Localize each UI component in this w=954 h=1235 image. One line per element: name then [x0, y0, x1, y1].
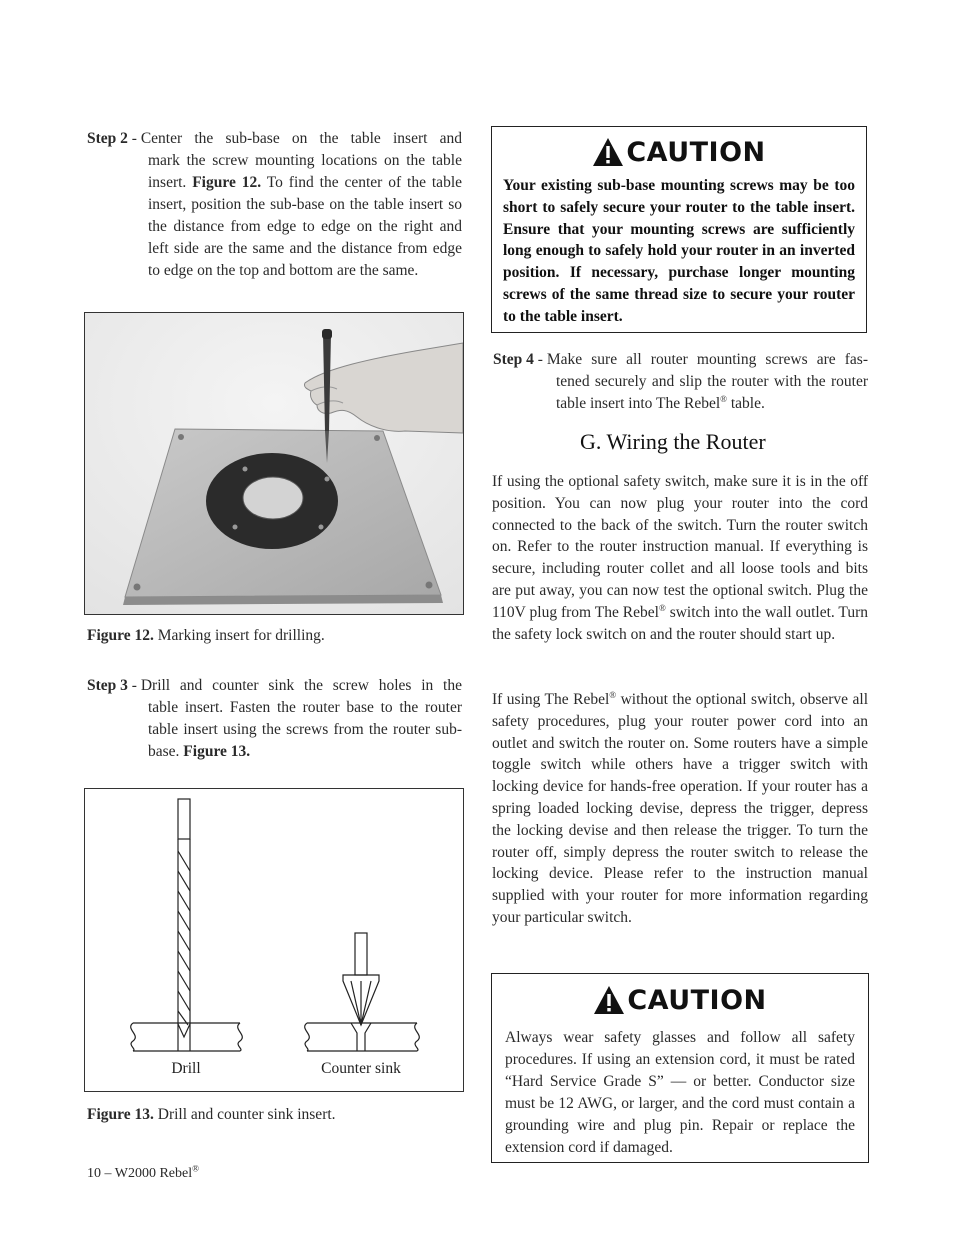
step-4-registered-mark: ® — [720, 393, 727, 404]
figure-12-caption-label: Figure 12. — [87, 627, 154, 644]
step-2-figure-ref: Figure 12. — [192, 174, 262, 191]
figure-12-photo — [84, 312, 464, 615]
step-3-text-a: table insert. Fasten the router base to the router table insert using the screws from the router sub-base. — [148, 699, 462, 760]
step-2-first-line: Center the sub-base on the table insert and — [140, 130, 462, 147]
step-2-label: Step 2 — [87, 130, 128, 147]
step-3-body — [148, 697, 462, 763]
caution-box-extension-cord — [491, 973, 869, 1163]
drill-bit-drawing — [178, 799, 190, 1037]
page-footer — [87, 1163, 199, 1182]
step-2-text-a: mark the screw mounting locations on the table insert. — [148, 152, 462, 191]
countersink-label: Counter sink — [321, 1060, 401, 1077]
footer-registered-mark: ® — [192, 1163, 199, 1174]
step-4 — [493, 349, 868, 415]
step-4-dash: - — [533, 351, 547, 368]
step-4-body — [556, 371, 868, 415]
figure-13-caption-text: Drill and counter sink insert. — [153, 1106, 336, 1123]
figure-12-caption-text: Marking insert for drilling. — [153, 627, 325, 644]
paragraph-1-text-a: If using the optional safety switch, make sure it is in the off position. You can now plug your router into the cord connected to the back of the switch. Turn the router switch on. Refer to the router instruction manual. If everything is secure, including router collet and all loose tools and bits are put away, you can now test the optional switch. Plug the 110V plug from The Rebel — [492, 473, 868, 621]
section-heading: G. Wiring the Router — [580, 429, 766, 454]
paragraph-2-registered-mark: ® — [609, 689, 617, 700]
drill-label: Drill — [171, 1060, 201, 1077]
step-4-first-line: Make sure all router mounting screws are fas- — [546, 351, 868, 368]
caution-box-screws — [491, 126, 867, 333]
router-insert-marking-illustration — [85, 313, 463, 614]
step-4-label: Step 4 — [493, 351, 534, 368]
paragraph-safety-switch — [492, 471, 868, 645]
paragraph-1-text-b: switch into the wall outlet. Turn the safety lock switch on and the router should start up. — [492, 603, 868, 643]
step-3-figure-ref: Figure 13. — [183, 743, 251, 760]
footer-text: 10 – W2000 Rebel — [87, 1166, 193, 1181]
countersink-bit-drawing — [343, 933, 379, 1025]
step-4-text-a: tened securely and slip the router with the router table insert into The Rebel — [556, 373, 868, 412]
step-3-first-line: Drill and counter sink the screw holes in the — [140, 677, 462, 694]
step-2 — [87, 128, 462, 282]
caution-heading — [503, 133, 855, 171]
paragraph-2-text-a: If using The Rebel — [492, 691, 610, 708]
drill-board-drawing — [131, 1023, 243, 1051]
step-3-label: Step 3 — [87, 677, 128, 694]
caution-title: CAUTION — [626, 136, 766, 168]
figure-13-caption-label: Figure 13. — [87, 1106, 154, 1123]
paragraph-1-registered-mark: ® — [658, 602, 666, 613]
paragraph-no-switch — [492, 689, 868, 929]
caution-heading-2 — [505, 982, 855, 1018]
figure-13-diagram — [84, 788, 464, 1092]
warning-triangle-icon — [593, 985, 625, 1015]
paragraph-2-text-b: without the optional switch, observe all safety procedures, plug your router power cord into an outlet and switch the router on. Some routers have a simple toggle switch while others have a trigger switch with locking device for hands-free operation. If your router has a spring loaded locking devise, depress the trigger, depress the locking devise and then release the trigger. To turn the router off, simply depress the router switch to release the locking device. Please refer to the instruction manual supplied with your router for more information regarding your particular switch. — [492, 691, 868, 926]
caution-text-extension-cord: Always wear safety glasses and follow all safety procedures. If using an extension cord, it must be rated “Hard Service Grade S” — or better. Conductor size must be 12 AWG, or larger, and the cord must contain a grounding wire and plug pin. Repair or replace the extension cord if damaged. — [505, 1029, 855, 1156]
step-2-body — [148, 150, 462, 282]
warning-triangle-icon — [592, 137, 624, 167]
step-2-text-b: To find the center of the table insert, position the sub-base on the table insert so the distance from edge to edge on the right and left side are the same and the distance from edge to edge on the top and bottom are the same. — [148, 174, 463, 279]
caution-text-screws: Your existing sub-base mounting screws may be too short to safely secure your router to the table insert. Ensure that your mounting screws are sufficiently long enough to safely hold your router in an inverted position. If necessary, purchase longer mounting screws of the same thread size to secure your router to the table insert. — [503, 177, 855, 325]
step-3 — [87, 675, 462, 763]
drill-countersink-illustration — [85, 789, 463, 1091]
figure-12-caption — [87, 627, 325, 645]
step-4-text-b: table. — [727, 395, 765, 412]
caution-title-2: CAUTION — [627, 984, 767, 1016]
countersink-board-drawing — [305, 1023, 420, 1051]
step-2-dash: - — [127, 130, 141, 147]
figure-13-caption — [87, 1106, 336, 1124]
step-3-dash: - — [127, 677, 141, 694]
